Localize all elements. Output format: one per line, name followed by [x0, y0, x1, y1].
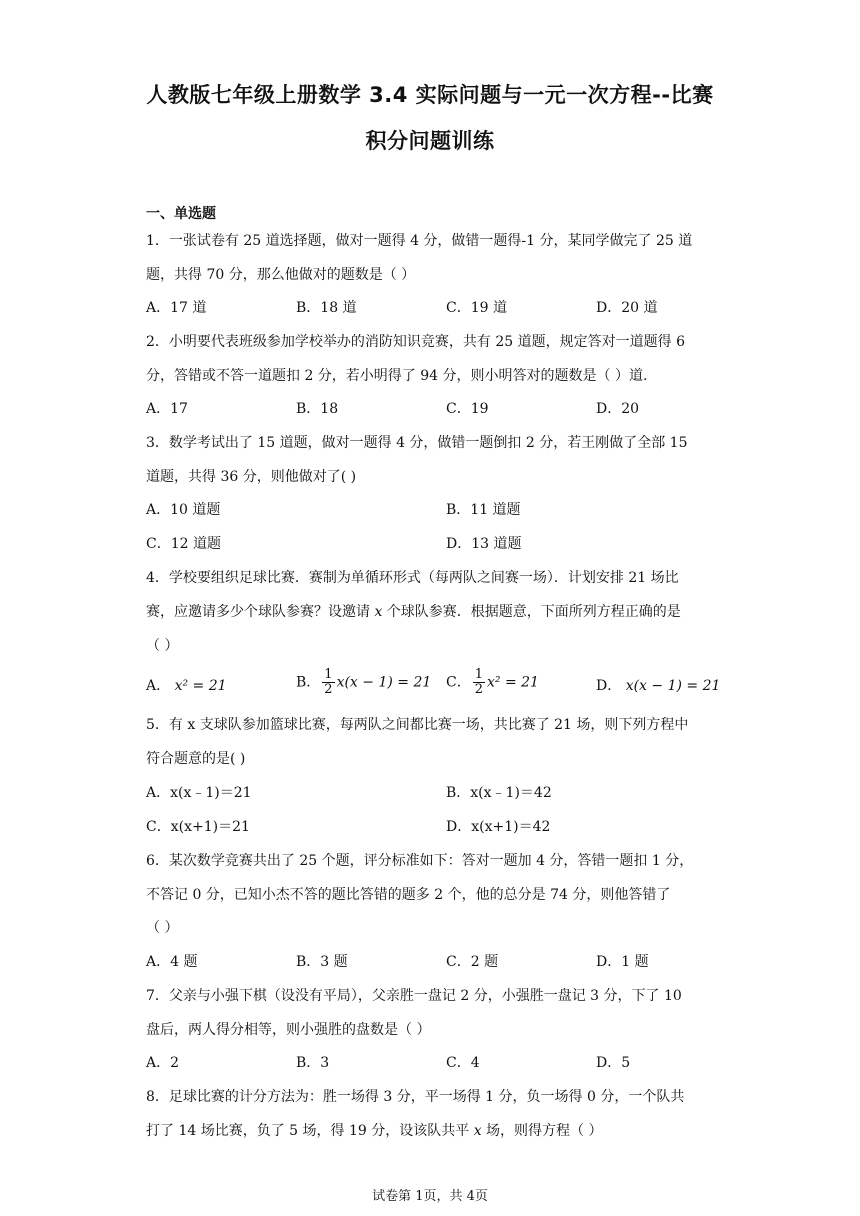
- q8-text-line-1: 8．足球比赛的计分方法为：胜一场得 3 分，平一场得 1 分，负一场得 0 分，一个队共: [146, 1089, 685, 1105]
- q7-text-line-1: 7．父亲与小强下棋（设没有平局），父亲胜一盘记 2 分，小强胜一盘记 3 分，下了 10: [146, 988, 682, 1004]
- q4-option-a-equation: x² = 21: [174, 678, 227, 694]
- q3-text-line-1: 3．数学考试出了 15 道题，做对一题得 4 分，做错一题倒扣 2 分，若王刚做了全部 15: [146, 435, 688, 451]
- q4-option-b-equation: x(x − 1) = 21: [336, 674, 432, 691]
- q4-option-b-label: B．: [296, 674, 321, 691]
- q3-option-c: C．12 道题: [146, 536, 221, 552]
- q6-option-a: A．4 题: [146, 954, 198, 970]
- q1-option-c: C．19 道: [446, 300, 507, 316]
- q4-option-d: [596, 677, 720, 695]
- q7-text-line-2: 盘后，两人得分相等，则小强胜的盘数是（ ）: [146, 1022, 431, 1038]
- q6-text-line-2: 不答记 0 分，已知小杰不答的题比答错的题多 2 个，他的总分是 74 分，则他答错了: [146, 887, 671, 903]
- q1-text-line-2: 题，共得 70 分，那么他做对的题数是（ ）: [146, 267, 416, 283]
- q4-option-a-label: A．: [146, 678, 171, 694]
- q4-option-c: [446, 668, 539, 697]
- q8-text-line-2: [146, 1122, 726, 1140]
- q3-text-line-2: 道题，共得 36 分，则他做对了( ): [146, 469, 357, 485]
- q8-variable-x: x: [473, 1123, 482, 1139]
- q1-text-line-1: 1．一张试卷有 25 道选择题，做对一题得 4 分，做错一题得-1 分，某同学做完了 25 道: [146, 233, 693, 249]
- q3-option-b: B．11 道题: [446, 502, 521, 518]
- q4-option-c-equation: x² = 21: [487, 674, 539, 691]
- q4-option-d-equation: x(x − 1) = 21: [625, 678, 721, 694]
- q2-option-a: A．17: [146, 401, 188, 417]
- q6-text-line-1: 6．某次数学竞赛共出了 25 个题，评分标准如下：答对一题加 4 分，答错一题扣 1 分，: [146, 853, 694, 869]
- title-line-2: 积分问题训练: [365, 129, 495, 153]
- q8-line-2-part-b: 场，则得方程（ ）: [481, 1123, 603, 1139]
- exam-title: [80, 72, 780, 164]
- q7-option-b: B．3: [296, 1055, 330, 1071]
- q4-option-d-label: D．: [596, 678, 622, 694]
- q7-option-d: D．5: [596, 1055, 631, 1071]
- q7-option-a: A．2: [146, 1055, 180, 1071]
- q6-option-c: C．2 题: [446, 954, 499, 970]
- fraction-numerator: 1: [474, 667, 483, 682]
- q2-option-d: D．20: [596, 401, 640, 417]
- q1-option-a: A．17 道: [146, 300, 207, 316]
- q8-line-2-part-a: 打了 14 场比赛，负了 5 场，得 19 分，设该队共平: [146, 1123, 474, 1139]
- q4-option-c-fraction: [473, 668, 485, 697]
- q2-text-line-1: 2．小明要代表班级参加学校举办的消防知识竞赛，共有 25 道题，规定答对一道题得 6: [146, 334, 685, 350]
- q2-text-line-2: 分，答错或不答一道题扣 2 分，若小明得了 94 分，则小明答对的题数是（ ）道.: [146, 368, 648, 384]
- fraction-denominator: 2: [474, 682, 483, 697]
- q4-option-b: [296, 668, 431, 697]
- q6-option-b: B．3 题: [296, 954, 348, 970]
- q4-option-b-fraction: [322, 668, 334, 697]
- q5-option-d: D．x(x+1)＝42: [446, 819, 551, 835]
- q4-option-c-label: C．: [446, 674, 471, 691]
- section-heading: 一、单选题: [146, 206, 216, 222]
- q1-option-d: D．20 道: [596, 300, 658, 316]
- q3-option-a: A．10 道题: [146, 502, 221, 518]
- q7-option-c: C．4: [446, 1055, 480, 1071]
- q2-option-b: B．18: [296, 401, 339, 417]
- q4-line-2-part-a: 赛，应邀请多少个球队参赛？设邀请: [146, 604, 375, 620]
- q6-text-line-3: （ ）: [146, 920, 179, 936]
- q4-line-2-part-b: 个球队参赛．根据题意，下面所列方程正确的是: [382, 604, 681, 620]
- q4-option-a: [146, 677, 227, 695]
- q5-text-line-2: 符合题意的是( ): [146, 751, 246, 767]
- q1-option-b: B．18 道: [296, 300, 357, 316]
- page-footer: 试卷第 1页，共 4页: [372, 1189, 488, 1204]
- q5-option-a: A．x(x﹣1)＝21: [146, 785, 252, 801]
- fraction-numerator: 1: [324, 667, 333, 682]
- q4-variable-x: x: [374, 604, 383, 620]
- q3-option-d: D．13 道题: [446, 536, 522, 552]
- q4-text-line-1: 4．学校要组织足球比赛．赛制为单循环形式（每两队之间赛一场）．计划安排 21 场比: [146, 570, 679, 586]
- q4-text-line-3: （ ）: [146, 638, 179, 654]
- q5-text-line-1: 5．有 x 支球队参加篮球比赛，每两队之间都比赛一场，共比赛了 21 场，则下列方程中: [146, 717, 689, 733]
- q2-option-c: C．19: [446, 401, 489, 417]
- q6-option-d: D．1 题: [596, 954, 649, 970]
- fraction-denominator: 2: [324, 682, 333, 697]
- q5-option-b: B．x(x﹣1)＝42: [446, 785, 552, 801]
- title-line-1: 人教版七年级上册数学 3.4 实际问题与一元一次方程--比赛: [146, 83, 714, 107]
- q5-option-c: C．x(x+1)＝21: [146, 819, 250, 835]
- q4-text-line-2: [146, 603, 726, 621]
